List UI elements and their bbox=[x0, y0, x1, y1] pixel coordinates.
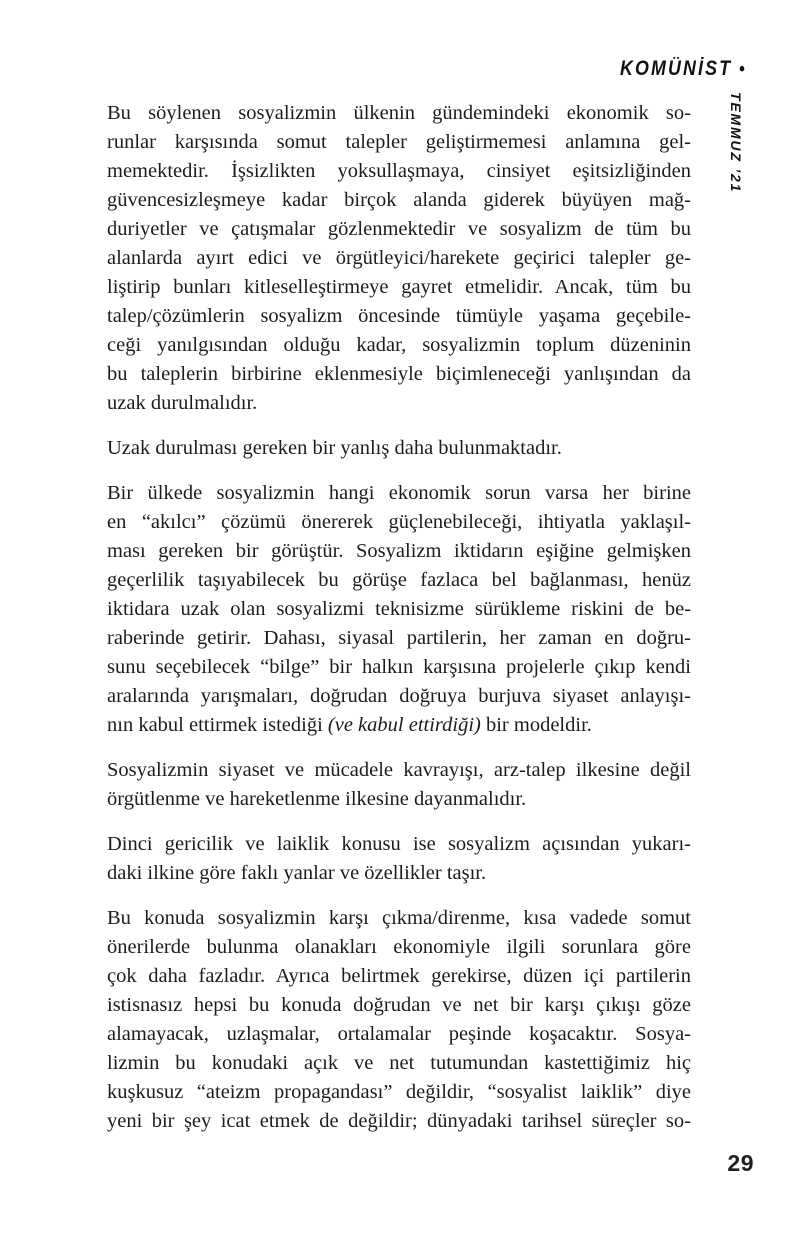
text-line: liştirip bunları kitleselleştirmeye gayret etmelidir. Ancak, tüm bu bbox=[107, 276, 691, 298]
text-line: kuşkusuz “ateizm propagandası” değildir, “sosyalist laiklik” diye bbox=[107, 1081, 691, 1103]
paragraph bbox=[107, 479, 691, 740]
text-line: örgütlenme ve hareketlenme ilkesine dayanmalıdır. bbox=[107, 788, 527, 810]
paragraph bbox=[107, 904, 691, 1136]
text-line: sunu seçebilecek “bilge” bir halkın karşısına projelerle çıkıp kendi bbox=[107, 656, 691, 678]
text-line: çok daha fazladır. Ayrıca belirtmek gerekirse, düzen içi partilerin bbox=[107, 965, 691, 987]
body-text-block bbox=[107, 99, 691, 1152]
bullet-icon: • bbox=[739, 59, 745, 80]
text-line: daki ilkine göre faklı yanlar ve özellikler taşır. bbox=[107, 862, 487, 884]
page-number: 29 bbox=[727, 1150, 754, 1176]
running-head bbox=[620, 57, 745, 81]
text-line: lizmin bu konudaki açık ve net tutumundan kastettiğimiz hiç bbox=[107, 1052, 691, 1074]
text-line: yeni bir şey icat etmek de değildir; dünyadaki tarihsel süreçler so- bbox=[107, 1110, 691, 1132]
paragraph bbox=[107, 99, 691, 418]
text-line: en “akılcı” çözümü önererek güçlenebileceği, ihtiyatla yaklaşıl- bbox=[107, 511, 691, 533]
text-line: runlar karşısında somut talepler geliştirmemesi anlamına gel- bbox=[107, 131, 691, 153]
paragraph bbox=[107, 756, 691, 814]
text-line: iktidara uzak olan sosyalizmi teknisizme sürükleme riskini de be- bbox=[107, 598, 691, 620]
text-line: ceği yanılgısından olduğu kadar, sosyalizmin toplum düzeninin bbox=[107, 334, 691, 356]
text-line: geçerlilik taşıyabilecek bu görüşe fazlaca bel bağlanması, henüz bbox=[107, 569, 691, 591]
text-line: duriyetler ve çatışmalar gözlenmektedir ve sosyalizm de tüm bu bbox=[107, 218, 691, 240]
text-line: talep/çözümlerin sosyalizm öncesinde tümüyle yaşama geçebile- bbox=[107, 305, 691, 327]
text-line: güvencesizleşmeye kadar birçok alanda giderek büyüyen mağ- bbox=[107, 189, 691, 211]
text-line: raberinde getirir. Dahası, siyasal partilerin, her zaman en doğru- bbox=[107, 627, 691, 649]
paragraph bbox=[107, 830, 691, 888]
text-line: memektedir. İşsizlikten yoksullaşmaya, cinsiyet eşitsizliğinden bbox=[107, 160, 691, 182]
italic-phrase: (ve kabul ettirdiği) bbox=[327, 714, 481, 736]
text-line: önerilerde bulunma olanakları ekonomiyle ilgili sorunlara göre bbox=[107, 936, 691, 958]
text-line: Bu konuda sosyalizmin karşı çıkma/direnme, kısa vadede somut bbox=[107, 907, 691, 929]
text-line: bu taleplerin birbirine eklenmesiyle biçimleneceği yanlışından da bbox=[107, 363, 691, 385]
text-line: uzak durulmalıdır. bbox=[107, 392, 258, 414]
text-line: Sosyalizmin siyaset ve mücadele kavrayışı, arz-talep ilkesine değil bbox=[107, 759, 691, 781]
paragraph bbox=[107, 434, 691, 463]
text-line: Dinci gericilik ve laiklik konusu ise sosyalizm açısından yukarı- bbox=[107, 833, 691, 855]
text-line: ması gereken bir görüştür. Sosyalizm iktidarın eşiğine gelmişken bbox=[107, 540, 691, 562]
text-line: alanlarda ayırt edici ve örgütleyici/harekete geçirici talepler ge- bbox=[107, 247, 691, 269]
text-line bbox=[107, 711, 691, 740]
issue-date-vertical: TEMMUZ ’21 bbox=[728, 92, 744, 194]
text-line: Bu söylenen sosyalizmin ülkenin gündemindeki ekonomik so- bbox=[107, 102, 691, 124]
text-line: Bir ülkede sosyalizmin hangi ekonomik sorun varsa her birine bbox=[107, 482, 691, 504]
magazine-title: KOMÜNİST bbox=[620, 57, 733, 80]
text-line: aralarında yarışmaları, doğrudan doğruya burjuva siyaset anlayışı- bbox=[107, 685, 691, 707]
text-segment: nın kabul ettirmek istediği bbox=[107, 714, 328, 736]
text-line: istisnasız hepsi bu konuda doğrudan ve net bir karşı çıkışı göze bbox=[107, 994, 691, 1016]
text-segment: bir modeldir. bbox=[480, 714, 592, 736]
text-line: Uzak durulması gereken bir yanlış daha bulunmaktadır. bbox=[107, 437, 562, 459]
text-line: alamayacak, uzlaşmalar, ortalamalar peşinde koşacaktır. Sosya- bbox=[107, 1023, 691, 1045]
